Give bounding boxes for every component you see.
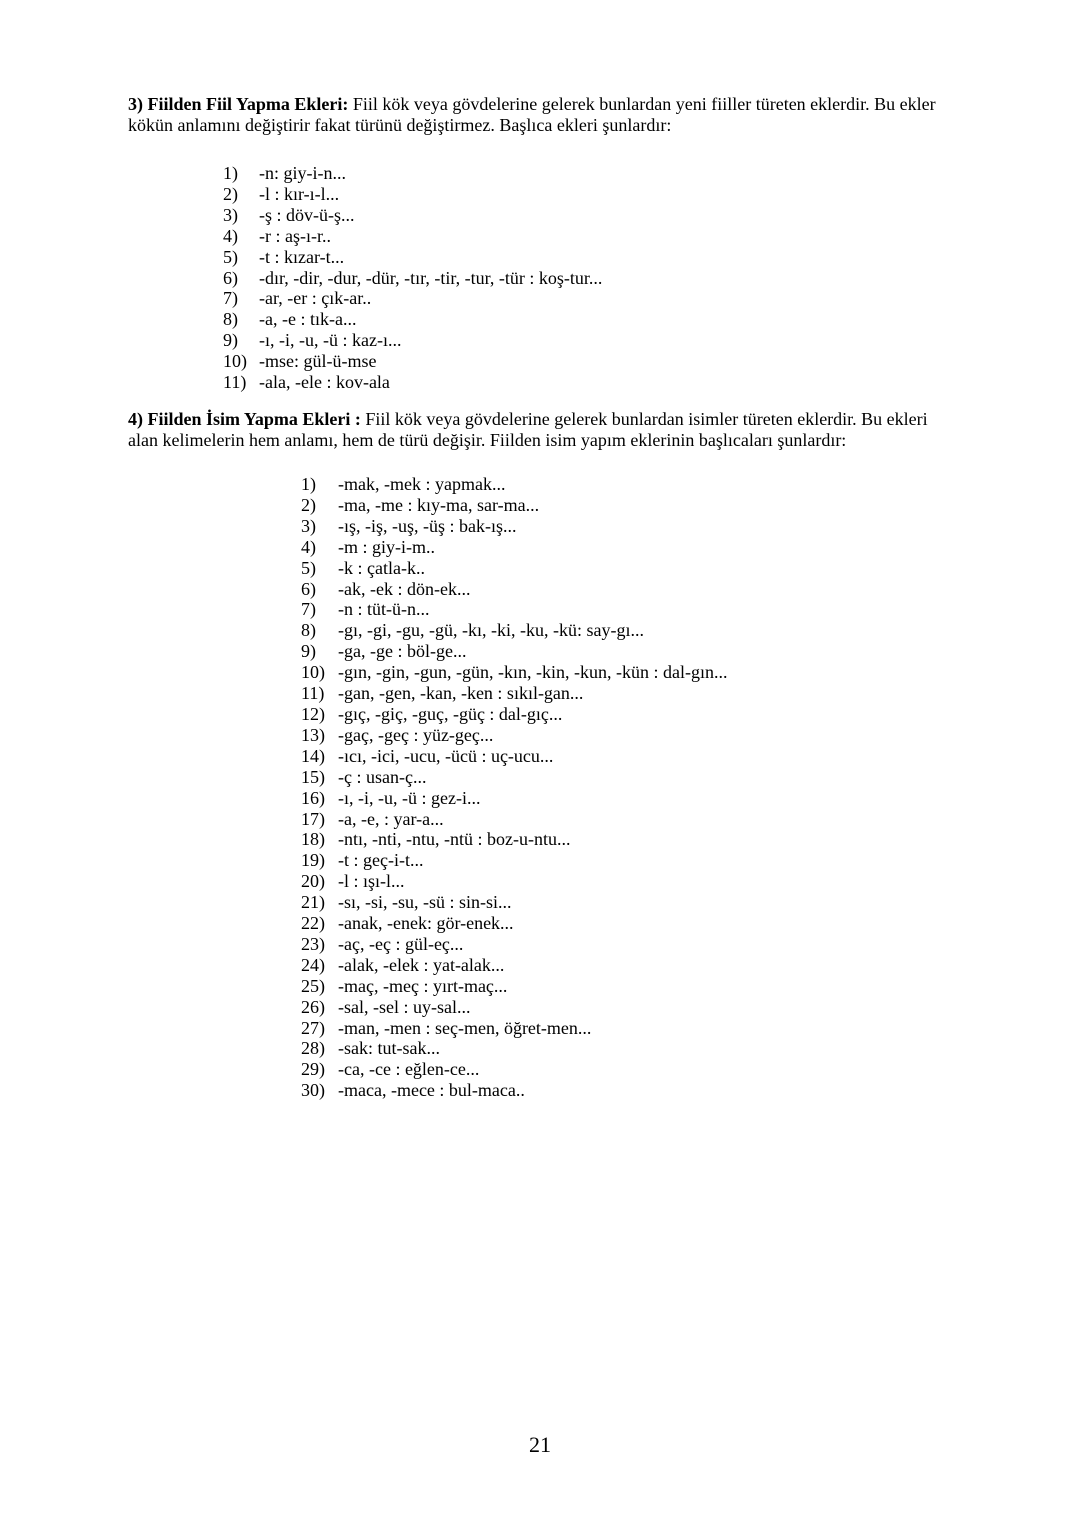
list-item-number: 9): [301, 641, 316, 662]
section-4-intro-text: Fiil kök veya gövdelerine gelerek bunlardan isimler türeten eklerdir. Bu ekleri alan kelimelerin hem anlamı, hem de türü değişir. Fiilden isim yapım eklerinin başlıcaları şunlardır:: [128, 409, 928, 451]
list-item-text: -a, -e : tık-a...: [259, 309, 357, 330]
list-item-text: -gan, -gen, -kan, -ken : sıkıl-gan...: [338, 683, 584, 704]
list-item-number: 1): [301, 474, 316, 494]
list-item-text: -ı, -i, -u, -ü : gez-i...: [338, 787, 481, 808]
list-item-number: 11): [301, 683, 325, 704]
list-item-text: -ış, -iş, -uş, -üş : bak-ış...: [338, 515, 517, 536]
list-item-text: -ç : usan-ç...: [338, 766, 427, 787]
list-item: [128, 268, 962, 289]
list-item-number: 26): [301, 996, 325, 1017]
list-item: [128, 1038, 962, 1059]
list-item-text: -sal, -sel : uy-sal...: [338, 996, 471, 1017]
list-item: [128, 725, 962, 746]
section-3-suffix-list: [128, 163, 962, 393]
list-item-text: -gıç, -giç, -guç, -güç : dal-gıç...: [338, 703, 563, 724]
list-item: [128, 558, 962, 579]
list-item-text: -t : geç-i-t...: [338, 850, 424, 871]
list-item-text: -aç, -eç : gül-eç...: [338, 933, 464, 954]
list-item-text: -ala, -ele : kov-ala: [259, 372, 390, 393]
list-item: [128, 599, 962, 620]
list-item: [128, 537, 962, 558]
list-item: [128, 809, 962, 830]
list-item-number: 8): [223, 309, 238, 330]
list-item-text: -alak, -elek : yat-alak...: [338, 954, 505, 975]
list-item: [128, 620, 962, 641]
section-3-heading: [128, 94, 962, 137]
list-item: [128, 372, 962, 393]
list-item-number: 17): [301, 808, 325, 829]
list-item: [128, 934, 962, 955]
section-4-heading: [128, 409, 962, 452]
list-item-text: -ma, -me : kıy-ma, sar-ma...: [338, 494, 540, 515]
section-4-suffix-list: [128, 474, 962, 1101]
list-item-number: 12): [301, 703, 325, 724]
list-item: [128, 247, 962, 268]
list-item: [128, 767, 962, 788]
list-item-number: 2): [223, 183, 238, 204]
list-item: [128, 330, 962, 351]
list-item-text: -n: giy-i-n...: [259, 163, 346, 183]
list-item-number: 29): [301, 1059, 325, 1080]
list-item-number: 27): [301, 1017, 325, 1038]
list-item-text: -dır, -dir, -dur, -dür, -tır, -tir, -tur, -tür : koş-tur...: [259, 267, 603, 288]
list-item: [128, 997, 962, 1018]
list-item: [128, 288, 962, 309]
list-item-text: -anak, -enek: gör-enek...: [338, 913, 514, 934]
list-item: [128, 829, 962, 850]
section-3-title: 3) Fiilden Fiil Yapma Ekleri:: [128, 94, 349, 114]
list-item-number: 7): [301, 599, 316, 620]
list-item-number: 6): [223, 267, 238, 288]
list-item-number: 16): [301, 787, 325, 808]
list-item: [128, 892, 962, 913]
list-item-number: 1): [223, 163, 238, 183]
list-item-number: 15): [301, 766, 325, 787]
list-item-number: 19): [301, 850, 325, 871]
list-item-number: 20): [301, 871, 325, 892]
list-item-number: 11): [223, 372, 247, 393]
list-item-text: -l : kır-ı-l...: [259, 183, 340, 204]
list-item-text: -mak, -mek : yapmak...: [338, 474, 506, 494]
list-item-text: -m : giy-i-m..: [338, 536, 435, 557]
list-item: [128, 516, 962, 537]
list-item: [128, 579, 962, 600]
list-item-number: 8): [301, 620, 316, 641]
list-item-text: -l : ışı-l...: [338, 871, 405, 892]
list-item-number: 22): [301, 913, 325, 934]
section-3-intro-text: Fiil kök veya gövdelerine gelerek bunlardan yeni fiiller türeten eklerdir. Bu ekler kökün anlamını değiştirir fakat türünü değiştirmez. Başlıca ekleri şunlardır:: [128, 94, 936, 136]
list-item-text: -n : tüt-ü-n...: [338, 599, 430, 620]
list-item: [128, 913, 962, 934]
list-item-number: 10): [301, 662, 325, 683]
list-item-number: 14): [301, 745, 325, 766]
list-item-text: -ca, -ce : eğlen-ce...: [338, 1059, 480, 1080]
list-item-number: 5): [223, 246, 238, 267]
list-item-number: 18): [301, 829, 325, 850]
list-item: [128, 1059, 962, 1080]
list-item-number: 3): [301, 515, 316, 536]
list-item-text: -t : kızar-t...: [259, 246, 345, 267]
list-item: [128, 641, 962, 662]
list-item-text: -maca, -mece : bul-maca..: [338, 1080, 525, 1101]
list-item-text: -ş : döv-ü-ş...: [259, 204, 355, 225]
list-item: [128, 184, 962, 205]
section-4-title: 4) Fiilden İsim Yapma Ekleri :: [128, 409, 361, 429]
list-item-text: -ıcı, -ici, -ucu, -ücü : uç-ucu...: [338, 745, 554, 766]
list-item: [128, 788, 962, 809]
list-item-text: -a, -e, : yar-a...: [338, 808, 444, 829]
list-item-text: -ntı, -nti, -ntu, -ntü : boz-u-ntu...: [338, 829, 571, 850]
list-item-number: 7): [223, 288, 238, 309]
list-item-number: 13): [301, 724, 325, 745]
list-item: [128, 163, 962, 184]
list-item-number: 6): [301, 578, 316, 599]
list-item-text: -ga, -ge : böl-ge...: [338, 641, 467, 662]
list-item: [128, 850, 962, 871]
list-item-text: -k : çatla-k..: [338, 557, 425, 578]
list-item-text: -sı, -si, -su, -sü : sin-si...: [338, 892, 512, 913]
list-item: [128, 976, 962, 997]
list-item: [128, 955, 962, 976]
list-item: [128, 309, 962, 330]
page-number: 21: [529, 1432, 551, 1457]
list-item-number: 25): [301, 975, 325, 996]
list-item-number: 23): [301, 933, 325, 954]
list-item-number: 9): [223, 330, 238, 351]
list-item: [128, 495, 962, 516]
list-item-text: -r : aş-ı-r..: [259, 225, 331, 246]
list-item: [128, 746, 962, 767]
list-item: [128, 1018, 962, 1039]
list-item-number: 30): [301, 1080, 325, 1101]
list-item: [128, 871, 962, 892]
list-item-text: -maç, -meç : yırt-maç...: [338, 975, 508, 996]
list-item-number: 10): [223, 351, 247, 372]
list-item-text: -gın, -gin, -gun, -gün, -kın, -kin, -kun, -kün : dal-gın...: [338, 662, 728, 683]
list-item: [128, 1080, 962, 1101]
list-item: [128, 704, 962, 725]
list-item-number: 2): [301, 494, 316, 515]
list-item-text: -ar, -er : çık-ar..: [259, 288, 372, 309]
list-item: [128, 205, 962, 226]
list-item: [128, 351, 962, 372]
list-item-text: -man, -men : seç-men, öğret-men...: [338, 1017, 592, 1038]
list-item-number: 3): [223, 204, 238, 225]
list-item-text: -ı, -i, -u, -ü : kaz-ı...: [259, 330, 402, 351]
list-item-text: -sak: tut-sak...: [338, 1038, 440, 1059]
list-item-number: 24): [301, 954, 325, 975]
list-item-number: 4): [301, 536, 316, 557]
list-item-text: -mse: gül-ü-mse: [259, 351, 377, 372]
list-item: [128, 226, 962, 247]
list-item-number: 5): [301, 557, 316, 578]
list-item-text: -gaç, -geç : yüz-geç...: [338, 724, 494, 745]
list-item-number: 28): [301, 1038, 325, 1059]
list-item-text: -gı, -gi, -gu, -gü, -kı, -ki, -ku, -kü: say-gı...: [338, 620, 644, 641]
list-item-number: 4): [223, 225, 238, 246]
list-item: [128, 683, 962, 704]
list-item: [128, 662, 962, 683]
list-item-number: 21): [301, 892, 325, 913]
list-item: [128, 474, 962, 495]
list-item-text: -ak, -ek : dön-ek...: [338, 578, 471, 599]
